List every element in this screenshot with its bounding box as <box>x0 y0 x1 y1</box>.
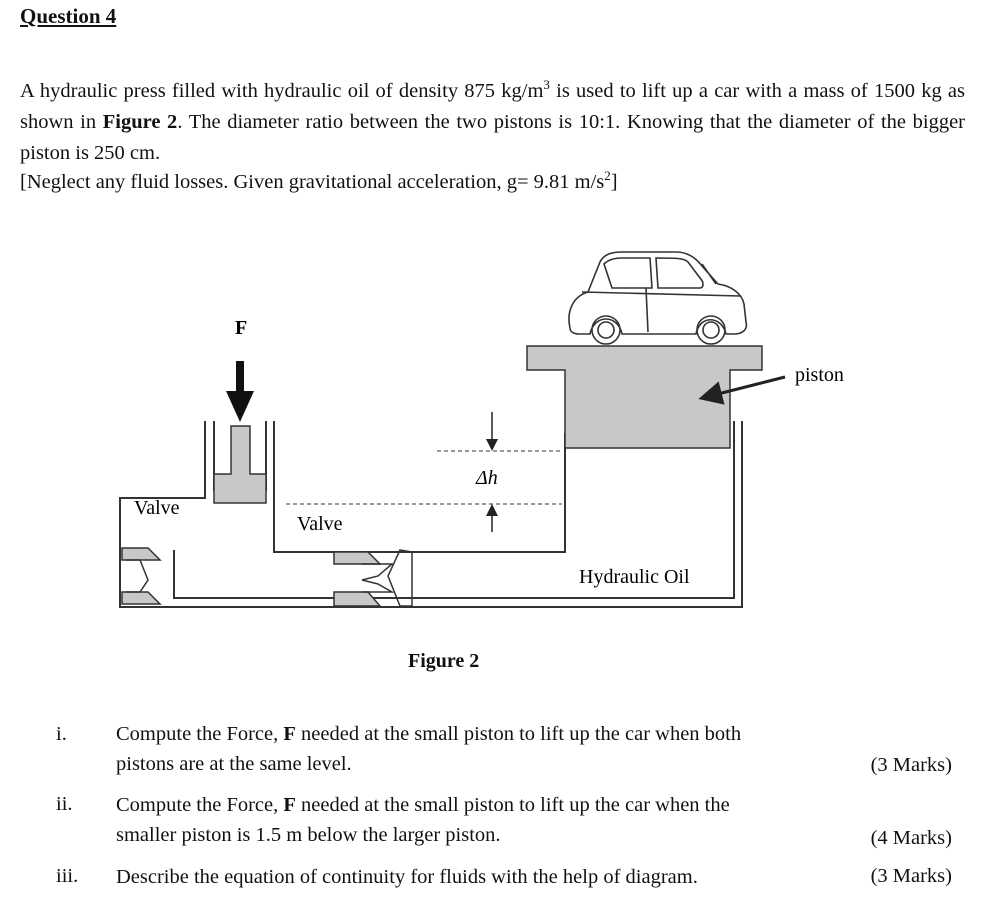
question-3-text: Describe the equation of continuity for fluids with the help of diagram. <box>116 866 698 888</box>
car-illustration <box>569 252 746 344</box>
question-number-3: iii. <box>56 865 79 887</box>
question-1-text: Compute the Force, F needed at the small piston to lift up the car when both pistons are at the same level. <box>116 723 742 775</box>
question-number-1: i. <box>56 723 67 745</box>
question-1-marks: (3 Marks) <box>870 754 952 776</box>
question-2-marks: (4 Marks) <box>870 827 952 849</box>
question-2-text: Compute the Force, F needed at the small piston to lift up the car when the smaller piston is 1.5 m below the larger piston. <box>116 794 730 846</box>
question-number-2: ii. <box>56 793 73 815</box>
valve-middle-label: Valve <box>297 513 343 535</box>
question-3-marks: (3 Marks) <box>870 865 952 887</box>
hydraulic-press-diagram <box>0 240 986 640</box>
figure-caption: Figure 2 <box>408 650 480 672</box>
figure-reference: Figure 2 <box>102 111 178 133</box>
force-arrow <box>226 361 254 422</box>
problem-statement: A hydraulic press filled with hydraulic oil of density 875 $kg/m^3$ is used to lift up a car with a mass of 1500 kg as shown in Figure 2. The diameter ratio between the two pistons is 10:1. Knowing that the diameter of the bigger piston is 250 cm. <box>20 77 965 164</box>
small-piston <box>214 426 266 503</box>
assumption-note: [Neglect any fluid losses. Given gravitational acceleration, g= 9.81 $m/s^2$] <box>20 168 618 193</box>
oil-label: Hydraulic Oil <box>579 566 690 588</box>
question-heading: Question 4 <box>20 4 117 28</box>
delta-h-label: Δh <box>476 467 498 489</box>
valve-left-label: Valve <box>134 497 180 519</box>
large-piston <box>527 346 762 448</box>
force-label: F <box>235 317 248 339</box>
left-valve <box>122 548 160 604</box>
piston-label: piston <box>795 364 844 386</box>
